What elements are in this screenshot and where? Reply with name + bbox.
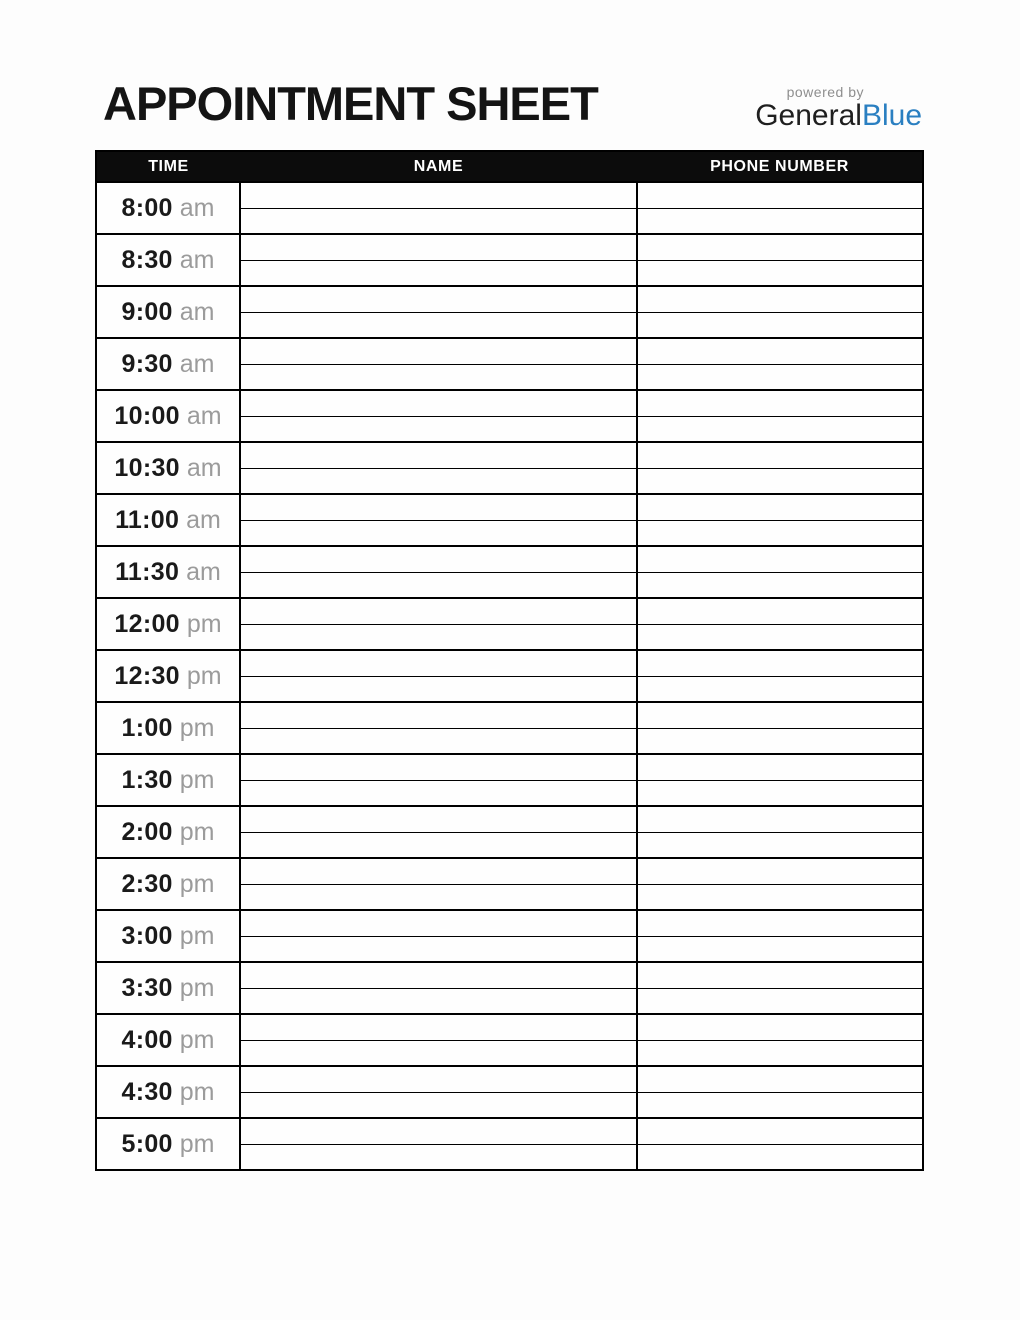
time-cell [96, 1014, 240, 1066]
phone-entry-line [637, 442, 923, 468]
name-entry-line [240, 416, 637, 442]
phone-entry-line [637, 208, 923, 234]
time-value: 2:00 [121, 817, 173, 846]
phone-entry-line [637, 1092, 923, 1118]
time-cell [96, 286, 240, 338]
name-entry-line [240, 1014, 637, 1040]
time-value: 2:30 [121, 869, 173, 898]
phone-entry-line [637, 390, 923, 416]
phone-entry-line [637, 1040, 923, 1066]
time-cell [96, 702, 240, 754]
time-meridiem: am [179, 297, 215, 326]
phone-entry-line [637, 884, 923, 910]
phone-entry-line [637, 910, 923, 936]
name-entry-line [240, 182, 637, 208]
name-entry-line [240, 988, 637, 1014]
time-meridiem: pm [179, 765, 215, 794]
time-value: 10:00 [114, 401, 180, 430]
name-entry-line [240, 546, 637, 572]
table-header-row [96, 151, 923, 182]
time-meridiem: pm [179, 713, 215, 742]
phone-entry-line [637, 832, 923, 858]
phone-entry-line [637, 338, 923, 364]
name-entry-line [240, 806, 637, 832]
time-slot-row-top [96, 234, 923, 260]
phone-entry-line [637, 468, 923, 494]
page-title: APPOINTMENT SHEET [103, 77, 598, 130]
time-slot-row-top [96, 390, 923, 416]
name-entry-line [240, 494, 637, 520]
name-entry-line [240, 676, 637, 702]
phone-entry-line [637, 598, 923, 624]
time-value: 8:30 [121, 245, 173, 274]
time-meridiem: pm [179, 869, 215, 898]
name-entry-line [240, 624, 637, 650]
document-header [95, 76, 922, 150]
name-entry-line [240, 468, 637, 494]
time-value: 3:30 [121, 973, 173, 1002]
time-value: 12:30 [114, 661, 180, 690]
phone-entry-line [637, 780, 923, 806]
time-meridiem: pm [179, 817, 215, 846]
column-header-phone: PHONE NUMBER [637, 151, 923, 182]
powered-by-text: powered by [786, 84, 864, 100]
time-meridiem: pm [179, 1025, 215, 1054]
time-value: 1:30 [121, 765, 173, 794]
phone-entry-line [637, 936, 923, 962]
phone-entry-line [637, 1118, 923, 1144]
name-entry-line [240, 728, 637, 754]
time-slot-row-top [96, 858, 923, 884]
phone-entry-line [637, 520, 923, 546]
time-meridiem: am [179, 245, 215, 274]
time-cell [96, 910, 240, 962]
time-meridiem: am [186, 453, 222, 482]
time-cell [96, 494, 240, 546]
name-entry-line [240, 936, 637, 962]
brand-logo [755, 76, 922, 132]
name-entry-line [240, 962, 637, 988]
phone-entry-line [637, 624, 923, 650]
name-entry-line [240, 884, 637, 910]
brand-name-blue: Blue [861, 99, 922, 132]
time-value: 1:00 [121, 713, 173, 742]
phone-entry-line [637, 858, 923, 884]
time-slot-row-top [96, 598, 923, 624]
time-value: 4:30 [121, 1077, 173, 1106]
time-cell [96, 650, 240, 702]
name-entry-line [240, 234, 637, 260]
name-entry-line [240, 1118, 637, 1144]
time-cell [96, 234, 240, 286]
phone-entry-line [637, 754, 923, 780]
time-cell [96, 1066, 240, 1118]
time-slot-row-top [96, 442, 923, 468]
time-value: 10:30 [114, 453, 180, 482]
name-entry-line [240, 286, 637, 312]
time-slot-row-top [96, 286, 923, 312]
time-cell [96, 442, 240, 494]
time-slot-row-top [96, 494, 923, 520]
time-slot-row-top [96, 806, 923, 832]
time-cell [96, 1118, 240, 1170]
phone-entry-line [637, 546, 923, 572]
time-slot-row-top [96, 702, 923, 728]
name-entry-line [240, 338, 637, 364]
time-cell [96, 858, 240, 910]
time-value: 9:30 [121, 349, 173, 378]
time-slot-row-top [96, 1014, 923, 1040]
column-header-name: NAME [240, 151, 637, 182]
name-entry-line [240, 520, 637, 546]
name-entry-line [240, 780, 637, 806]
time-value: 12:00 [114, 609, 180, 638]
phone-entry-line [637, 494, 923, 520]
name-entry-line [240, 208, 637, 234]
phone-entry-line [637, 364, 923, 390]
time-slot-row-top [96, 1066, 923, 1092]
time-slot-row-top [96, 338, 923, 364]
name-entry-line [240, 702, 637, 728]
time-cell [96, 598, 240, 650]
time-slot-row-top [96, 754, 923, 780]
phone-entry-line [637, 1144, 923, 1170]
phone-entry-line [637, 260, 923, 286]
phone-entry-line [637, 286, 923, 312]
time-cell [96, 338, 240, 390]
time-slot-row-top [96, 546, 923, 572]
time-meridiem: am [179, 349, 215, 378]
name-entry-line [240, 1066, 637, 1092]
phone-entry-line [637, 1066, 923, 1092]
appointment-table-body [96, 182, 923, 1170]
time-meridiem: pm [179, 973, 215, 1002]
time-value: 3:00 [121, 921, 173, 950]
time-cell [96, 546, 240, 598]
time-meridiem: am [179, 193, 215, 222]
name-entry-line [240, 910, 637, 936]
name-entry-line [240, 442, 637, 468]
brand-name [755, 99, 922, 132]
brand-name-general: General [755, 99, 862, 132]
phone-entry-line [637, 728, 923, 754]
phone-entry-line [637, 806, 923, 832]
phone-entry-line [637, 988, 923, 1014]
time-meridiem: pm [186, 609, 222, 638]
phone-entry-line [637, 312, 923, 338]
time-slot-row-top [96, 1118, 923, 1144]
name-entry-line [240, 650, 637, 676]
name-entry-line [240, 364, 637, 390]
name-entry-line [240, 1040, 637, 1066]
time-slot-row-top [96, 910, 923, 936]
time-slot-row-top [96, 962, 923, 988]
phone-entry-line [637, 234, 923, 260]
time-meridiem: pm [186, 661, 222, 690]
phone-entry-line [637, 676, 923, 702]
time-value: 4:00 [121, 1025, 173, 1054]
name-entry-line [240, 598, 637, 624]
name-entry-line [240, 1144, 637, 1170]
document-content [95, 76, 922, 1171]
time-slot-row-top [96, 650, 923, 676]
name-entry-line [240, 572, 637, 598]
phone-entry-line [637, 962, 923, 988]
name-entry-line [240, 390, 637, 416]
time-meridiem: pm [179, 921, 215, 950]
name-entry-line [240, 754, 637, 780]
time-meridiem: pm [179, 1077, 215, 1106]
appointment-table [95, 150, 924, 1171]
time-value: 8:00 [121, 193, 173, 222]
time-meridiem: pm [179, 1129, 215, 1158]
phone-entry-line [637, 650, 923, 676]
time-value: 9:00 [121, 297, 173, 326]
time-cell [96, 806, 240, 858]
time-cell [96, 962, 240, 1014]
time-value: 11:30 [115, 557, 180, 586]
name-entry-line [240, 260, 637, 286]
name-entry-line [240, 858, 637, 884]
column-header-time: TIME [96, 151, 240, 182]
name-entry-line [240, 832, 637, 858]
time-value: 11:00 [115, 505, 180, 534]
time-slot-row-top [96, 182, 923, 208]
time-cell [96, 390, 240, 442]
phone-entry-line [637, 572, 923, 598]
time-meridiem: am [186, 505, 221, 534]
time-cell [96, 754, 240, 806]
phone-entry-line [637, 416, 923, 442]
name-entry-line [240, 312, 637, 338]
phone-entry-line [637, 1014, 923, 1040]
phone-entry-line [637, 702, 923, 728]
name-entry-line [240, 1092, 637, 1118]
time-meridiem: am [186, 557, 221, 586]
time-value: 5:00 [121, 1129, 173, 1158]
time-meridiem: am [186, 401, 222, 430]
time-cell [96, 182, 240, 234]
phone-entry-line [637, 182, 923, 208]
